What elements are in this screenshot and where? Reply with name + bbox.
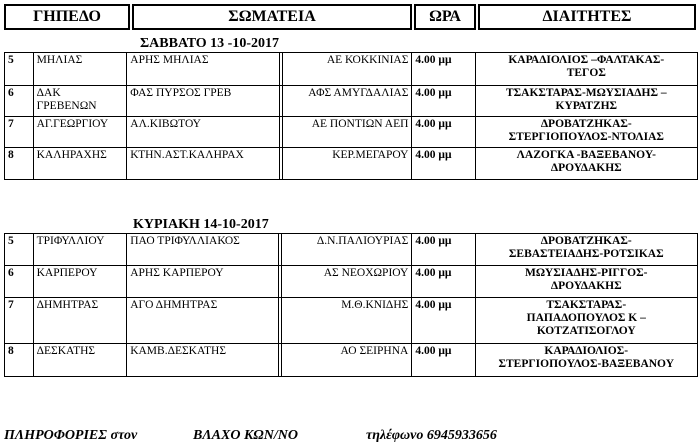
referees-cell: [475, 234, 698, 266]
referee-line: ΔΡΟΥΔΑΚΗΣ: [550, 280, 622, 292]
referee-line: ΚΑΡΑΔΙΟΛΙΟΣ –ΦΑΛΤΑΚΑΣ-: [508, 54, 665, 66]
contact-phone: τηλέφωνο 6945933656: [366, 428, 497, 443]
header-referees: ΔΙΑΙΤΗΤΕΣ: [478, 4, 696, 30]
referee-line: ΔΡΟΒΑΤΖΗΚΑΣ-: [540, 118, 632, 130]
table-row: [5, 234, 698, 266]
away-team-cell: ΑΟ ΣΕΙΡΗΝΑ: [282, 344, 412, 377]
referees-cell: [475, 344, 698, 377]
match-number: 6: [5, 86, 34, 117]
venue-cell: ΑΓ.ΓΕΩΡΓΙΟΥ: [33, 117, 127, 148]
table-row: [5, 53, 698, 86]
away-team-cell: Δ.Ν.ΠΑΛΙΟΥΡΙΑΣ: [282, 234, 412, 266]
schedule-header: [4, 4, 694, 30]
match-number: 8: [5, 148, 34, 180]
away-team-cell: Μ.Θ.ΚΝΙΔΗΣ: [282, 298, 412, 344]
home-team-cell: ΦΑΣ ΠΥΡΣΟΣ ΓΡΕΒ: [127, 86, 279, 117]
info-label: ΠΛΗΡΟΦΟΡΙΕΣ στον: [4, 428, 138, 443]
referee-line: ΤΕΓΟΣ: [566, 67, 606, 79]
table-row: [5, 344, 698, 377]
header-time: ΩΡΑ: [414, 4, 476, 30]
referee-line: ΠΑΠΑΔΟΠΟΥΛΟΣ Κ –: [526, 312, 646, 324]
match-number: 5: [5, 53, 34, 86]
table-row: [5, 298, 698, 344]
venue-cell: ΤΡΙΦΥΛΛΙΟΥ: [33, 234, 127, 266]
match-number: 7: [5, 117, 34, 148]
venue-cell: ΔΕΣΚΑΤΗΣ: [33, 344, 127, 377]
referee-line: ΤΣΑΚΣΤΑΡΑΣ-: [546, 299, 627, 311]
table-row: [5, 148, 698, 180]
match-number: 5: [5, 234, 34, 266]
time-cell: 4.00 μμ: [412, 344, 475, 377]
time-cell: 4.00 μμ: [412, 266, 475, 298]
saturday-title: ΣΑΒΒΑΤΟ 13 -10-2017: [140, 36, 279, 51]
home-team-cell: ΠΑΟ ΤΡΙΦΥΛΛΙΑΚΟΣ: [127, 234, 279, 266]
referee-line: ΚΑΡΑΔΙΟΛΙΟΣ-: [544, 345, 629, 357]
home-team-cell: ΚΤΗΝ.ΑΣΤ.ΚΑΛΗΡΑΧ: [127, 148, 279, 180]
venue-cell: ΚΑΛΗΡΑΧΗΣ: [33, 148, 127, 180]
referees-cell: [475, 266, 698, 298]
venue-cell: ΔΑΚ ΓΡΕΒΕΝΩΝ: [33, 86, 127, 117]
referees-cell: [475, 86, 697, 117]
table-row: [5, 266, 698, 298]
sunday-title: ΚΥΡΙΑΚΗ 14-10-2017: [133, 217, 269, 232]
time-cell: 4.00 μμ: [412, 86, 475, 117]
sunday-table: [4, 233, 698, 377]
home-team-cell: ΑΛ.ΚΙΒΩΤΟΥ: [127, 117, 279, 148]
table-row: [5, 117, 698, 148]
time-cell: 4.00 μμ: [412, 234, 475, 266]
referees-cell: [475, 298, 698, 344]
away-team-cell: ΑΣ ΝΕΟΧΩΡΙΟΥ: [282, 266, 412, 298]
header-teams: ΣΩΜΑΤΕΙΑ: [132, 4, 412, 30]
referee-line: ΣΕΒΑΣΤΕΙΑΔΗΣ-ΡΟΤΣΙΚΑΣ: [508, 248, 664, 260]
referee-line: ΔΡΟΒΑΤΖΗΚΑΣ-: [540, 235, 632, 247]
match-number: 8: [5, 344, 34, 377]
referees-cell: [475, 117, 697, 148]
referee-line: ΤΣΑΚΣΤΑΡΑΣ-ΜΩΥΣΙΑΔΗΣ –: [505, 87, 667, 99]
referee-line: ΛΑΖΟΓΚΑ -ΒΑΞΕΒΑΝΟΥ-: [516, 149, 656, 161]
referee-line: ΣΤΕΡΓΙΟΠΟΥΛΟΣ-ΝΤΟΛΙΑΣ: [508, 131, 664, 143]
referee-line: ΣΤΕΡΓΙΟΠΟΥΛΟΣ-ΒΑΞΕΒΑΝΟΥ: [498, 358, 674, 370]
referees-cell: [475, 148, 697, 180]
home-team-cell: ΑΓΟ ΔΗΜΗΤΡΑΣ: [127, 298, 279, 344]
referee-line: ΜΩΥΣΙΑΔΗΣ-ΡΙΓΓΟΣ-: [525, 267, 648, 279]
referees-cell: [475, 53, 697, 86]
away-team-cell: ΑΕ ΠΟΝΤΙΩΝ ΑΕΠ: [282, 117, 412, 148]
away-team-cell: ΑΕ ΚΟΚΚΙΝΙΑΣ: [282, 53, 412, 86]
time-cell: 4.00 μμ: [412, 148, 475, 180]
time-cell: 4.00 μμ: [412, 117, 475, 148]
match-number: 6: [5, 266, 34, 298]
table-row: [5, 86, 698, 117]
referee-line: ΚΟΤΖΑΤΙΣΟΓΛΟΥ: [536, 325, 636, 337]
away-team-cell: ΑΦΣ ΑΜΥΓΔΑΛΙΑΣ: [282, 86, 412, 117]
contact-name: ΒΛΑΧΟ ΚΩΝ/ΝΟ: [193, 428, 298, 443]
time-cell: 4.00 μμ: [412, 53, 475, 86]
referee-line: ΔΡΟΥΔΑΚΗΣ: [550, 162, 622, 174]
home-team-cell: ΚΑΜΒ.ΔΕΣΚΑΤΗΣ: [127, 344, 279, 377]
venue-cell: ΚΑΡΠΕΡΟΥ: [33, 266, 127, 298]
match-number: 7: [5, 298, 34, 344]
saturday-table: [4, 52, 698, 180]
venue-cell: ΜΗΛΙΑΣ: [33, 53, 127, 86]
header-venue: ΓΗΠΕΔΟ: [4, 4, 130, 30]
away-team-cell: ΚΕΡ.ΜΕΓΑΡΟΥ: [282, 148, 412, 180]
venue-cell: ΔΗΜΗΤΡΑΣ: [33, 298, 127, 344]
home-team-cell: ΑΡΗΣ ΜΗΛΙΑΣ: [127, 53, 279, 86]
time-cell: 4.00 μμ: [412, 298, 475, 344]
referee-line: ΚΥΡΑΤΖΗΣ: [555, 100, 618, 112]
home-team-cell: ΑΡΗΣ ΚΑΡΠΕΡΟΥ: [127, 266, 279, 298]
contact-footer: [0, 428, 698, 446]
